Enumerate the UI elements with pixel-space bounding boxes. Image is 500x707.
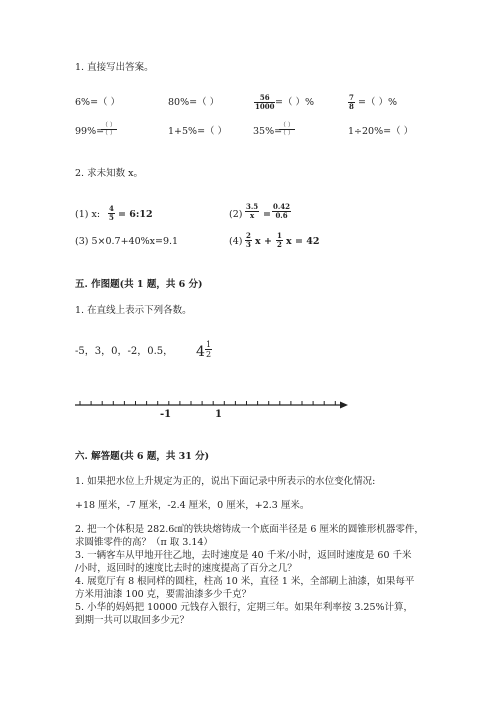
fraction-denominator: 8 (349, 102, 354, 111)
mixed-number-whole: 4 (196, 344, 205, 360)
problem-1-div-20-percent: 1÷20%=（ ） (348, 126, 414, 137)
section5-heading: 五. 作图题(共 1 题，共 6 分) (75, 279, 203, 290)
fraction-denominator: （ ） (102, 130, 116, 137)
fraction-denominator: 0.6 (275, 211, 288, 220)
section6-question-1: 1. 如果把水位上升规定为正的，说出下面记录中所表示的水位变化情况: (75, 476, 376, 487)
section6-question-5-line-1: 5. 小华的妈妈把 10000 元钱存入银行，定期三年。如果年利率按 3.25%计算， (75, 602, 414, 613)
fraction-numerator: 1 (277, 231, 282, 240)
equation-1-head: (1) x: (75, 209, 101, 220)
equation-2-equals: = (263, 209, 271, 220)
fraction-numerator: 4 (109, 204, 114, 213)
fraction-numerator: 56 (259, 93, 270, 102)
section6-heading: 六. 解答题(共 6 题，共 31 分) (75, 451, 210, 462)
equation-4-head: (4) (229, 236, 243, 247)
fraction-denominator: x (250, 211, 255, 220)
section6-question-3-line-2: /小时，返回时的速度比去时的速度提高了百分之几？ (75, 563, 297, 574)
equation-4-mid: x + (255, 236, 272, 247)
fraction-numerator: 1 (206, 340, 212, 349)
fraction-numerator: （ ） (102, 122, 116, 129)
fraction-denominator: 1000 (255, 102, 275, 111)
section6-question-4-line-1: 4. 展览厅有 8 根同样的圆柱，柱高 10 米，直径 1 米，全部刷上油漆，如果每平 (75, 576, 415, 587)
section1-title: 1. 直接写出答案。 (75, 62, 154, 73)
section6-question-3-line-1: 3. 一辆客车从甲地开往乙地，去时速度是 40 千米/小时，返回时速度是 60 千米 (75, 550, 412, 561)
section6-question-2-line-1: 2. 把一个体积是 282.6㎤的铁块熔铸成一个底面半径是 6 厘米的圆锥形机器零件， (75, 524, 424, 535)
equation-3: (3) 5×0.7+40%x=9.1 (75, 236, 179, 247)
fraction-numerator: 3.5 (246, 202, 259, 211)
fraction-denominator: 2 (277, 240, 282, 249)
problem-56-1000-tail: =（ ）% (275, 97, 315, 108)
numbers-to-plot: -5，3，0，-2，0.5， (75, 346, 174, 357)
fraction-denominator: 3 (246, 240, 251, 249)
problem-1-plus-5-percent: 1+5%=（ ） (168, 126, 228, 137)
fraction-numerator: （ ） (280, 122, 294, 129)
fraction-denominator: 5 (109, 213, 114, 222)
fraction-numerator: 2 (246, 231, 251, 240)
problem-99-percent-head: 99%= (75, 126, 105, 137)
axis-label-negative-1: -1 (160, 409, 172, 420)
section6-question-2-line-2: 求圆锥零件的高？（π 取 3.14） (75, 537, 213, 548)
problem-80-percent: 80%=（ ） (168, 97, 220, 108)
section6-question-5-line-2: 到期一共可以取回多少元？ (75, 615, 190, 626)
axis-label-positive-1: 1 (215, 409, 222, 420)
fraction-numerator: 7 (349, 93, 354, 102)
fraction-denominator: 2 (206, 350, 212, 359)
section5-question-1: 1. 在直线上表示下列各数。 (75, 305, 192, 316)
problem-6-percent: 6%=（ ） (75, 97, 121, 108)
problem-7-8-tail: =（ ）% (358, 97, 398, 108)
equation-1-tail: = 6:12 (118, 209, 153, 220)
equation-4-tail: x = 42 (286, 236, 320, 247)
fraction-numerator: 0.42 (273, 202, 291, 211)
number-line-arrow (340, 402, 348, 409)
fraction-denominator: （ ） (280, 130, 294, 137)
equation-2-head: (2) (229, 209, 243, 220)
problem-35-percent-head: 35%= (253, 126, 283, 137)
section6-question-4-line-2: 方米用油漆 100 克，要需油漆多少千克？ (75, 589, 252, 600)
section6-question-1-data: +18 厘米，-7 厘米，-2.4 厘米，0 厘米，+2.3 厘米。 (75, 500, 310, 511)
section2-title: 2. 求未知数 x。 (75, 168, 143, 179)
